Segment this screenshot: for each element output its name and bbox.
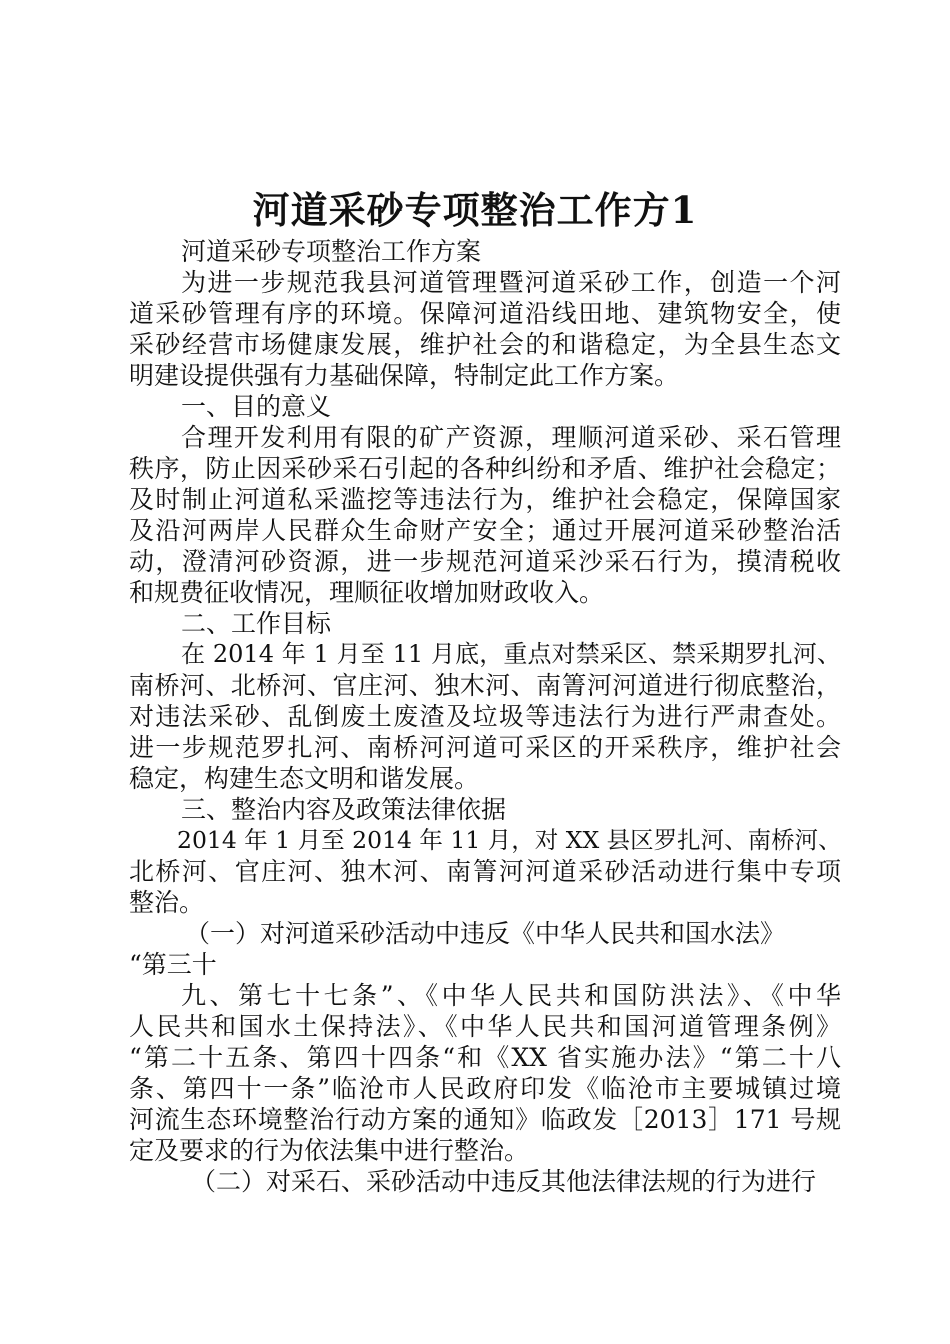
paragraph-line: 在 2014 年 1 月至 11 月底，重点对禁采区、禁采期罗扎河、	[181, 640, 841, 668]
section-heading: 三、整治内容及政策法律依据	[181, 795, 507, 824]
subtitle-line: 河道采砂专项整治工作方案	[181, 237, 482, 266]
paragraph-line: 及沿河两岸人民群众生命财产安全；通过开展河道采砂整治活	[129, 516, 841, 545]
paragraph-line: 及时制止河道私采滥挖等违法行为，维护社会稳定，保障国家	[129, 485, 841, 514]
paragraph-line: “第二十五条、第四十四条“和《XX 省实施办法》“第二十八	[129, 1043, 841, 1072]
paragraph-line: “第三十	[129, 950, 217, 979]
paragraph-line: 合理开发利用有限的矿产资源，理顺河道采砂、采石管理	[181, 423, 841, 452]
paragraph-line: 定及要求的行为依法集中进行整治。	[129, 1136, 530, 1165]
section-heading: 二、工作目标	[181, 609, 332, 638]
paragraph-line: 稳定，构建生态文明和谐发展。	[129, 764, 480, 793]
paragraph-line: 河流生态环境整治行动方案的通知》临政发［2013］171 号规	[129, 1105, 841, 1134]
paragraph-line: （二）对采石、采砂活动中违反其他法律法规的行为进行	[191, 1167, 817, 1196]
section-heading: 一、目的意义	[181, 392, 332, 421]
paragraph-line: 和规费征收情况，理顺征收增加财政收入。	[129, 578, 605, 607]
paragraph-line: 2014 年 1 月至 2014 年 11 月，对 XX 县区罗扎河、南桥河、	[177, 826, 842, 854]
paragraph-line: 为进一步规范我县河道管理暨河道采砂工作，创造一个河	[181, 268, 841, 297]
paragraph-line: 道采砂管理有序的环境。保障河道沿线田地、建筑物安全，使	[129, 299, 841, 328]
paragraph-line: 人民共和国水土保持法》、《中华人民共和国河道管理条例》	[129, 1012, 841, 1041]
paragraph-line: 动，澄清河砂资源，进一步规范河道采沙采石行为，摸清税收	[129, 547, 841, 576]
paragraph-line: 采砂经营市场健康发展，维护社会的和谐稳定，为全县生态文	[129, 330, 841, 359]
paragraph-line: （一）对河道采砂活动中违反《中华人民共和国水法》	[185, 919, 786, 948]
document-title: 河道采砂专项整治工作方1	[252, 188, 698, 232]
paragraph-line: 条、第四十一条”临沧市人民政府印发《临沧市主要城镇过境	[129, 1074, 841, 1103]
paragraph-line: 对违法采砂、乱倒废土废渣及垃圾等违法行为进行严肃查处。	[129, 702, 841, 731]
paragraph-line: 明建设提供强有力基础保障，特制定此工作方案。	[129, 361, 680, 390]
paragraph-line: 南桥河、北桥河、官庄河、独木河、南箐河河道进行彻底整治，	[129, 671, 841, 700]
paragraph-line: 进一步规范罗扎河、南桥河河道可采区的开采秩序，维护社会	[129, 733, 841, 762]
paragraph-line: 整治。	[129, 888, 205, 917]
paragraph-line: 秩序，防止因采砂采石引起的各种纠纷和矛盾、维护社会稳定；	[129, 454, 841, 483]
paragraph-line: 北桥河、官庄河、独木河、南箐河河道采砂活动进行集中专项	[129, 857, 841, 886]
document-body	[129, 236, 841, 1197]
paragraph-line: 九、第七十七条”、《中华人民共和国防洪法》、《中华	[181, 981, 841, 1010]
